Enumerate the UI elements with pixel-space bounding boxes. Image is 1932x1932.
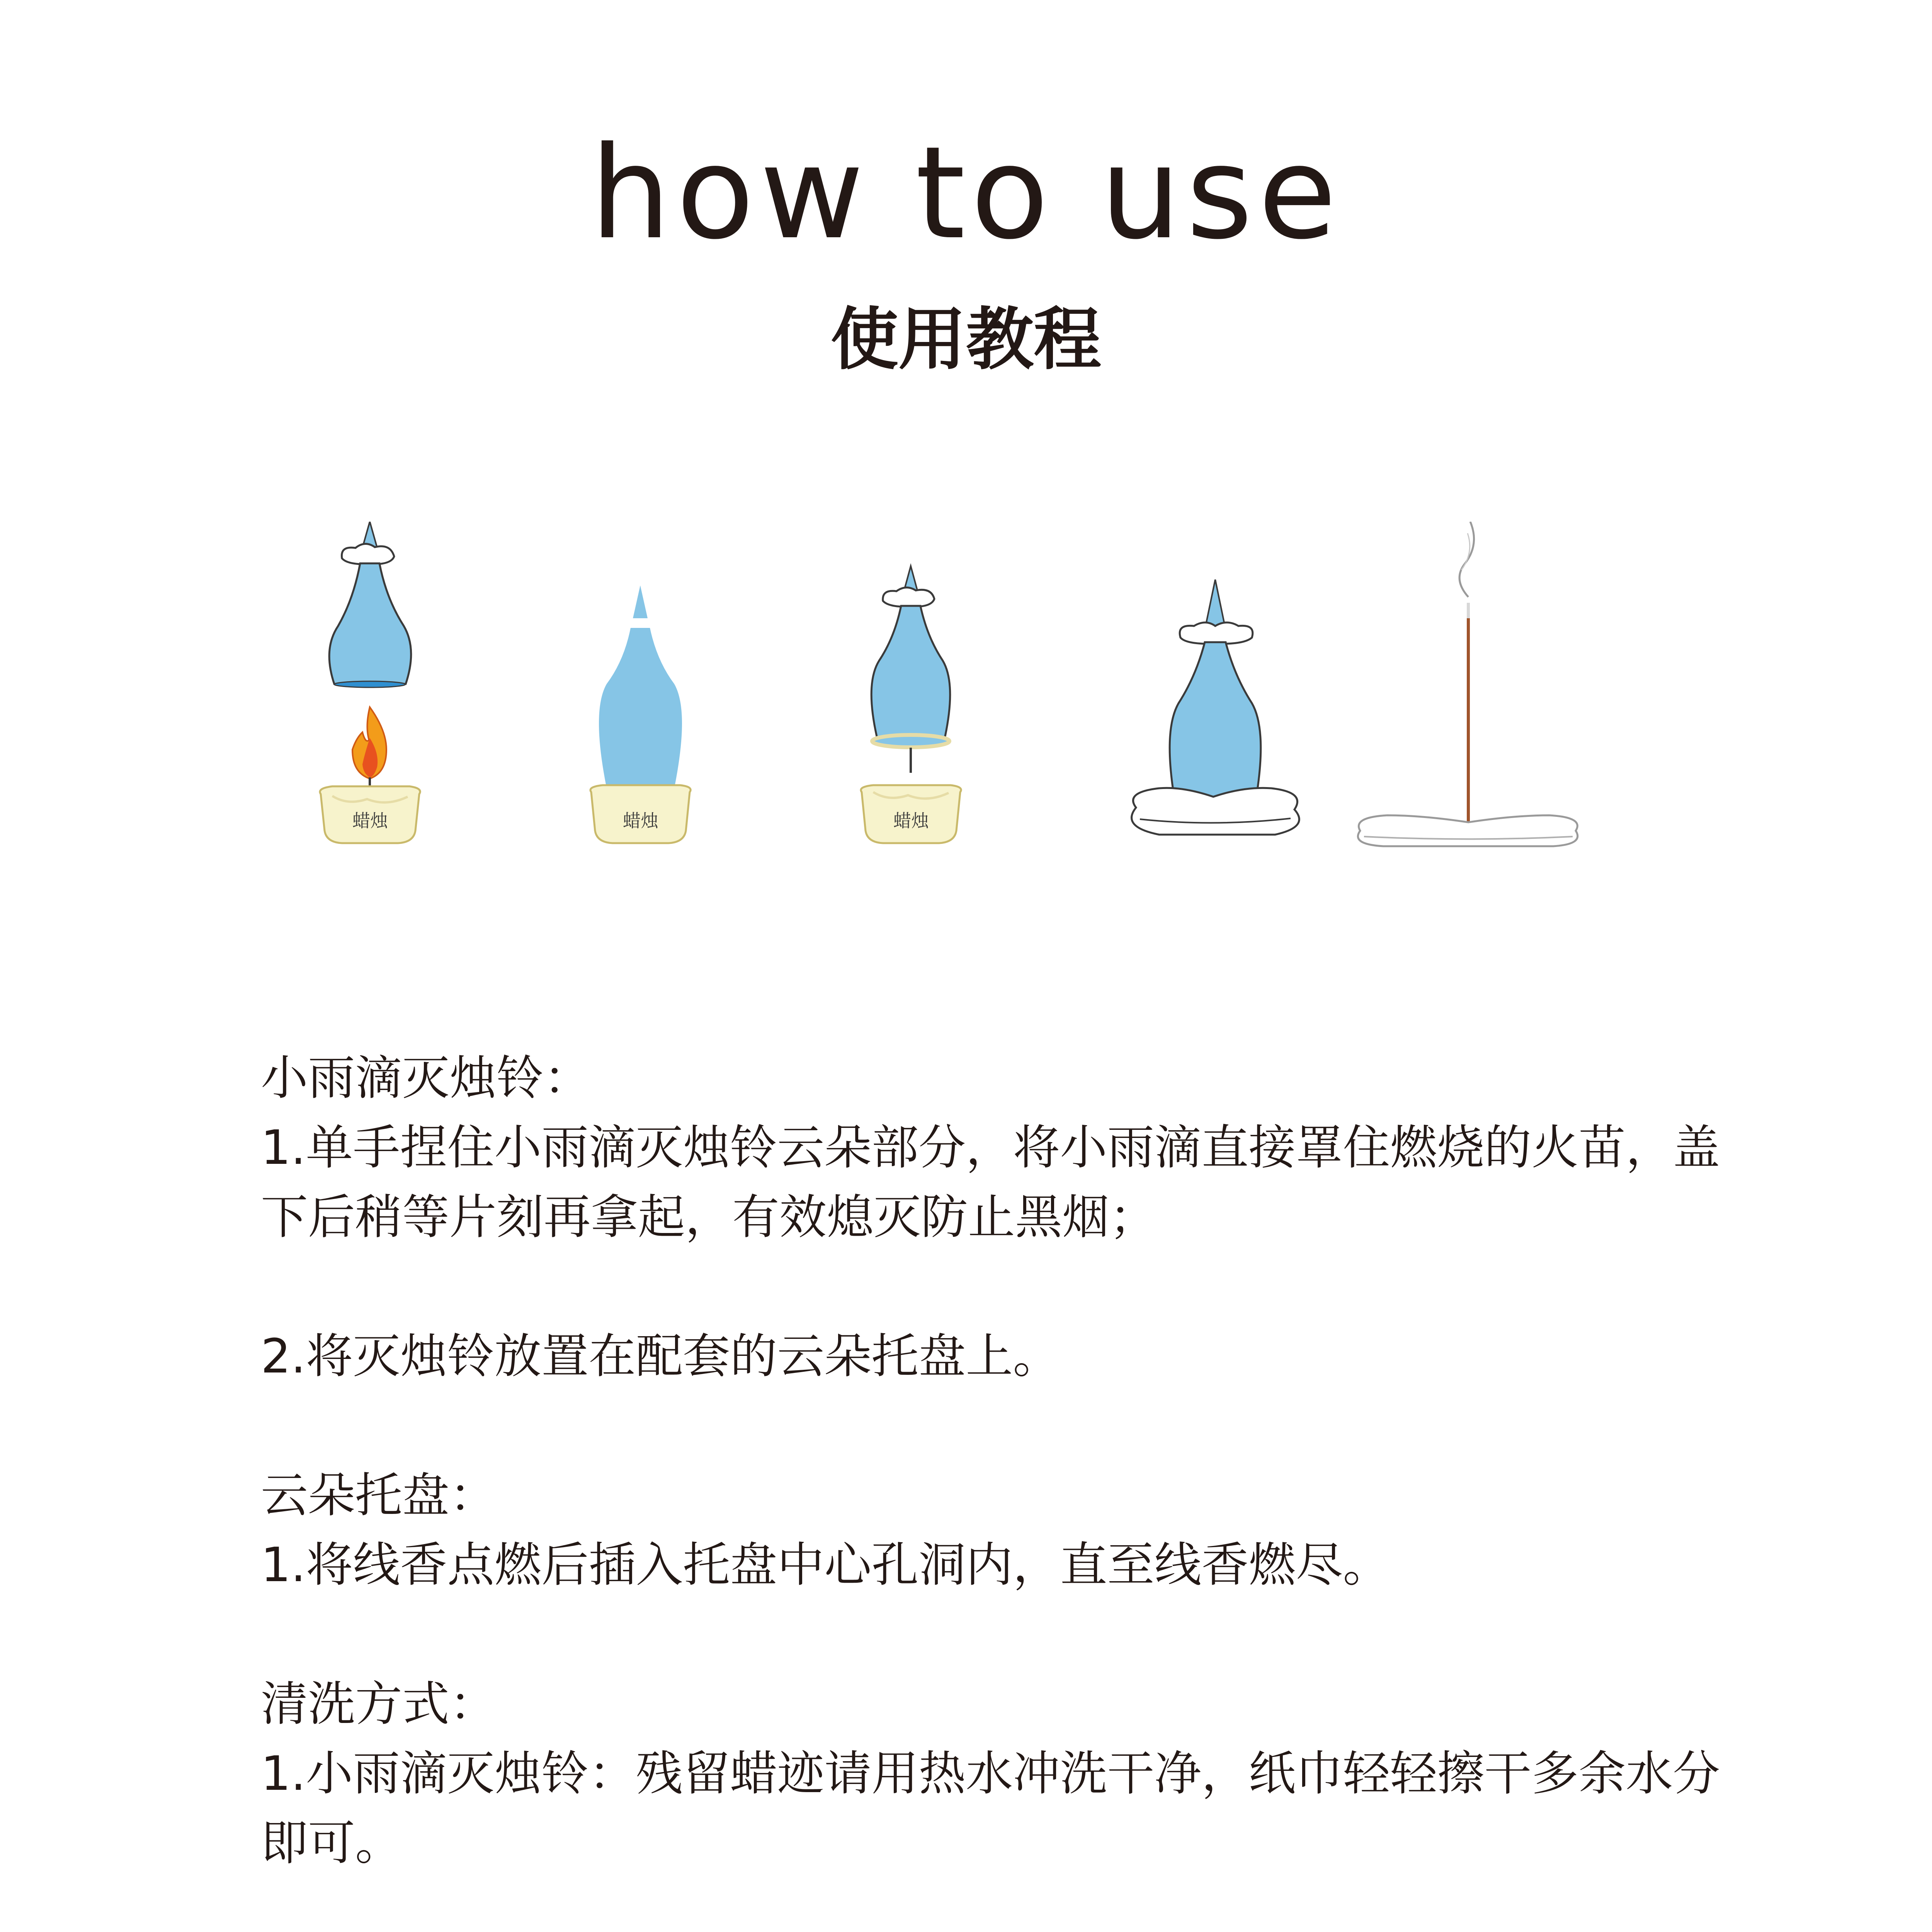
- bell-tip-icon: [633, 585, 648, 618]
- step-bell-on-tray-illustration: [1132, 580, 1299, 835]
- usage-illustrations: [270, 522, 1662, 889]
- instructions: [261, 1043, 1729, 1932]
- raindrop-bell-icon: [871, 606, 950, 738]
- bell-step-2: 2.将灭烛铃放置在配套的云朵托盘上。: [261, 1329, 1060, 1384]
- bell-step-1: 1.单手捏住小雨滴灭烛铃云朵部分，将小雨滴直接罩住燃烧的火苗，盖下后稍等片刻再拿起，有效熄灭防止黑烟；: [261, 1120, 1720, 1245]
- step-cover-flame-illustration: [320, 522, 420, 843]
- step-incense-on-tray-illustration: [1358, 522, 1577, 846]
- section-heading-tray: 云朵托盘：: [261, 1468, 497, 1523]
- step-lift-bell-illustration: [861, 566, 961, 843]
- raindrop-bell-icon: [1170, 642, 1261, 800]
- cloud-collar-icon: [1180, 622, 1253, 644]
- cleaning-step-1: 1.小雨滴灭烛铃：残留蜡迹请用热水冲洗干净，纸巾轻轻擦干多余水分即可。: [261, 1746, 1720, 1871]
- candle-label: 蜡烛: [893, 810, 929, 831]
- candle-label: 蜡烛: [623, 810, 658, 831]
- tray-step-1: 1.将线香点燃后插入托盘中心孔洞内，直至线香燃尽。: [261, 1537, 1390, 1592]
- section-heading-cleaning: 清洗方式：: [261, 1677, 497, 1731]
- cloud-collar-icon: [342, 544, 394, 564]
- step-bell-on-candle-illustration: [590, 585, 690, 843]
- cloud-collar-icon: [883, 587, 934, 607]
- page-subtitle: 使用教程: [831, 301, 1101, 379]
- page-title: how to use: [590, 119, 1342, 267]
- candle-label: 蜡烛: [352, 810, 388, 831]
- raindrop-bell-icon: [599, 628, 682, 788]
- raindrop-bell-icon: [329, 563, 411, 684]
- section-heading-bell: 小雨滴灭烛铃：: [261, 1051, 591, 1105]
